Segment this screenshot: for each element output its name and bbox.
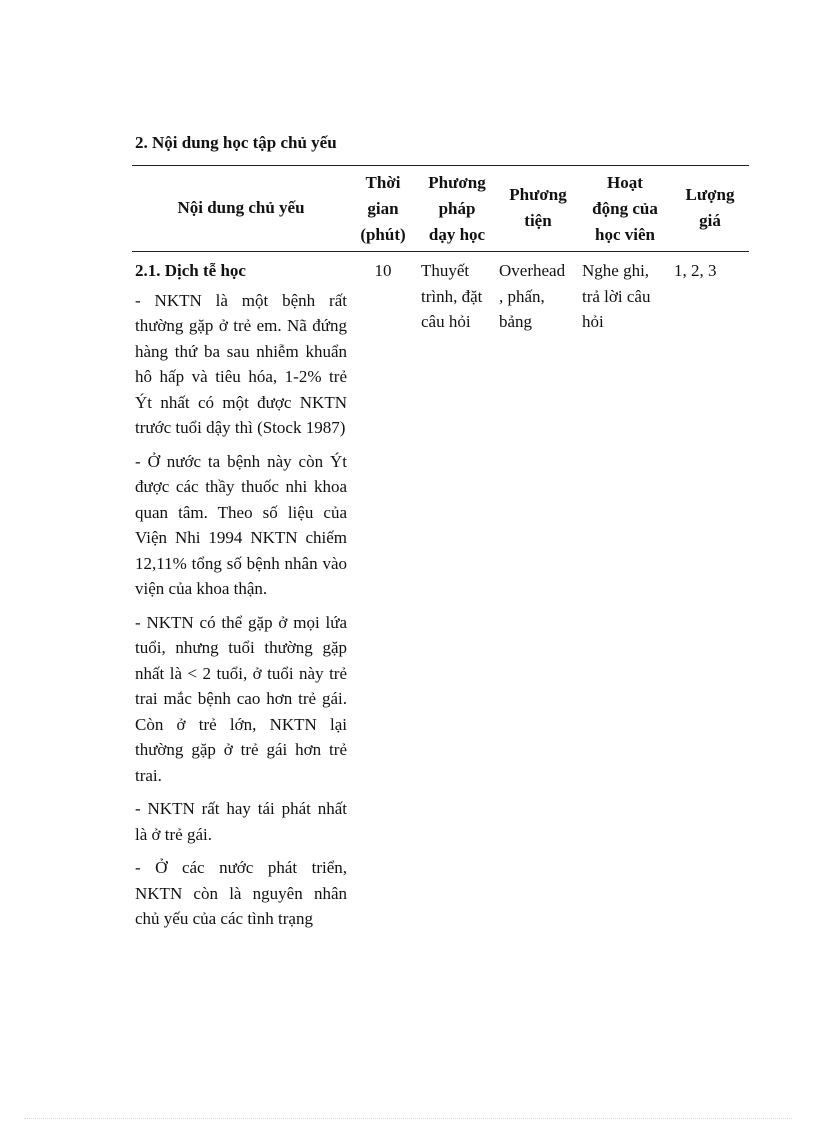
content-paragraph: - Ở nước ta bệnh này còn Ýt được các thầy thuốc nhi khoa quan tâm. Theo số liệu của Viện Nhi 1994 NKTN chiếm 12,11% tổng số bệnh nhân vào viện của khoa thận. <box>135 451 347 598</box>
activity-line: trả lời câu <box>582 286 651 306</box>
means-line: Overhead <box>499 261 566 280</box>
header-time-line: gian <box>367 199 399 218</box>
header-method-line: Phương <box>428 173 486 192</box>
header-evaluation-line: giá <box>699 211 721 230</box>
cell-evaluation: 1, 2, 3 <box>674 261 717 280</box>
row-heading: 2.1. Dịch tễ học <box>135 261 246 280</box>
cell-content <box>135 258 347 940</box>
header-activity-line: Hoạt <box>607 173 643 192</box>
header-time <box>352 170 414 248</box>
header-method <box>418 170 496 248</box>
activity-line: hỏi <box>582 312 604 331</box>
content-paragraph: - Ở các nước phát triển, NKTN còn là nguyên nhân chủ yếu của các tình trạng <box>135 858 347 928</box>
header-means-line: Phương <box>509 185 567 204</box>
section-title: 2. Nội dung học tập chủ yếu <box>135 133 337 152</box>
header-means-line: tiện <box>524 211 552 230</box>
header-method-line: pháp <box>438 199 476 218</box>
header-method-line: dạy học <box>428 225 486 244</box>
content-paragraph: - NKTN là một bệnh rất thường gặp ở trẻ em. Nã đứng hàng thứ ba sau nhiễm khuẩn hô hấp và tiêu hóa, 1-2% trẻ Ýt nhất có một được NKTN trước tuổi dậy thì (Stock 1987) <box>135 290 347 437</box>
content-paragraph: - NKTN rất hay tái phát nhất là ở trẻ gái. <box>135 799 347 844</box>
header-evaluation <box>672 182 748 234</box>
activity-line: Nghe ghi, <box>582 261 650 280</box>
method-line: Thuyết <box>421 261 470 280</box>
header-time-line: (phút) <box>360 225 406 244</box>
means-line: , phấn, <box>499 286 545 306</box>
header-evaluation-line: Lượng <box>685 185 735 204</box>
cell-means <box>499 258 579 335</box>
header-activity-line: học viên <box>595 225 655 244</box>
table-header-rule <box>132 251 749 252</box>
method-line: trình, đặt <box>421 286 483 306</box>
cell-method <box>421 258 497 335</box>
means-line: bảng <box>499 312 533 331</box>
header-means <box>498 182 578 234</box>
cell-activity <box>582 258 670 335</box>
header-content-label: Nội dung chủ yếu <box>177 198 305 217</box>
table-top-rule <box>132 165 749 166</box>
header-activity <box>580 170 670 248</box>
method-line: câu hỏi <box>421 312 471 331</box>
cell-time: 10 <box>374 261 392 280</box>
header-activity-line: động của <box>592 199 658 218</box>
header-time-line: Thời <box>365 173 401 192</box>
content-paragraph: - NKTN có thể gặp ở mọi lứa tuổi, nhưng tuổi thường gặp nhất là < 2 tuổi, ở tuổi này trẻ trai mắc bệnh cao hơn trẻ gái. Còn ở trẻ lớn, NKTN lại thường gặp ở trẻ gái hơn trẻ trai. <box>135 612 347 785</box>
header-content <box>136 195 346 221</box>
page-footer-divider <box>24 1118 792 1119</box>
